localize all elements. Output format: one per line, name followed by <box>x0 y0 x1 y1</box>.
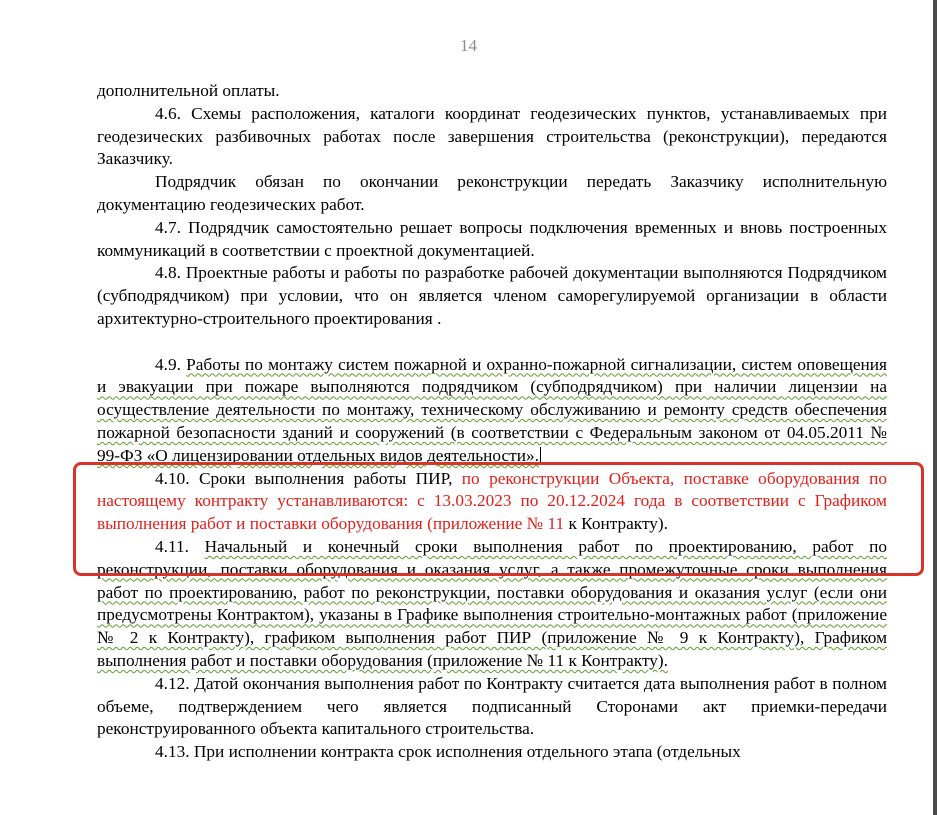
paragraph-4-13: 4.13. При исполнении контракта срок исполнения отдельного этапа (отдельных <box>155 742 741 762</box>
document-body[interactable] <box>97 80 887 764</box>
clause-end: к Контракту). <box>568 514 669 534</box>
paragraph-continuation: дополнительной оплаты. <box>97 81 280 100</box>
window-edge <box>933 0 937 815</box>
clause-text-underlined: Начальный и конечный сроки выполнения работ по проектированию, работ по реконструкции, поставки оборудования и оказания услуг, а также промежуточные сроки выполнения работ по проектированию, работ по реконструкции, поставки оборудования и оказания услуг (если они предусмотрены Контрактом), указаны в Графике выполнения строительно-монтажных работ (приложение № 2 к Контракту), графиком выполнения работ ПИР (приложение № 9 к Контракту), Графиком выполнения работ и поставки оборудования (приложение № 11 к Контракту). <box>97 536 887 670</box>
clause-text-underlined: Работы по монтажу систем пожарной и охранно-пожарной сигнализации, систем оповещения и эвакуации при пожаре выполняются подрядчиком (субподрядчиком) при наличии лицензии на осуществление деятельности по монтажу, техническому обслуживанию и ремонту средств обеспечения пожарной безопасности зданий и сооружений (в соответствии с Федеральным законом от 04.05.2011 № 99-ФЗ «О лицензировании отдельных видов деятельности». <box>97 354 887 465</box>
paragraph-4-6: 4.6. Схемы расположения, каталоги координат геодезических пунктов, устанавливаемых при геодезических разбивочных работах после завершения строительства (реконструкции), передаются Заказчику. <box>97 103 887 169</box>
paragraph-4-9 <box>97 354 887 468</box>
clause-start: 4.10. Сроки выполнения работы ПИР, <box>155 468 453 488</box>
paragraph-4-7: 4.7. Подрядчик самостоятельно решает вопросы подключения временных и вновь построенных коммуникаций в соответствии с проектной документацией. <box>97 217 887 260</box>
clause-number: 4.9. <box>155 354 181 374</box>
paragraph-4-8: 4.8. Проектные работы и работы по разработке рабочей документации выполняются Подрядчиком (субподрядчиком) при условии, что он является членом саморегулируемой организации в области архитектурно-строительного проектирования . <box>97 263 887 328</box>
page-number: 14 <box>460 36 477 55</box>
paragraph-contractor-duty: Подрядчик обязан по окончании реконструкции передать Заказчику исполнительную документацию геодезических работ. <box>97 172 887 214</box>
highlight-box <box>73 462 924 576</box>
clause-red-text: по реконструкции Объекта, поставке оборудования по настоящему контракту устанавливаются: с 13.03.2023 по 20.12.2024 года в соответствии с Графиком выполнения работ и поставки оборудования (приложение № 11 <box>97 468 887 534</box>
blank-line <box>97 331 887 354</box>
clause-number: 4.11. <box>155 536 189 556</box>
paragraph-4-12: 4.12. Датой окончания выполнения работ по Контракту считается дата выполнения работ в полном объеме, подтверждением чего является подписанный Сторонами акт приемки-передачи реконструированного объекта капитального строительства. <box>97 673 887 739</box>
